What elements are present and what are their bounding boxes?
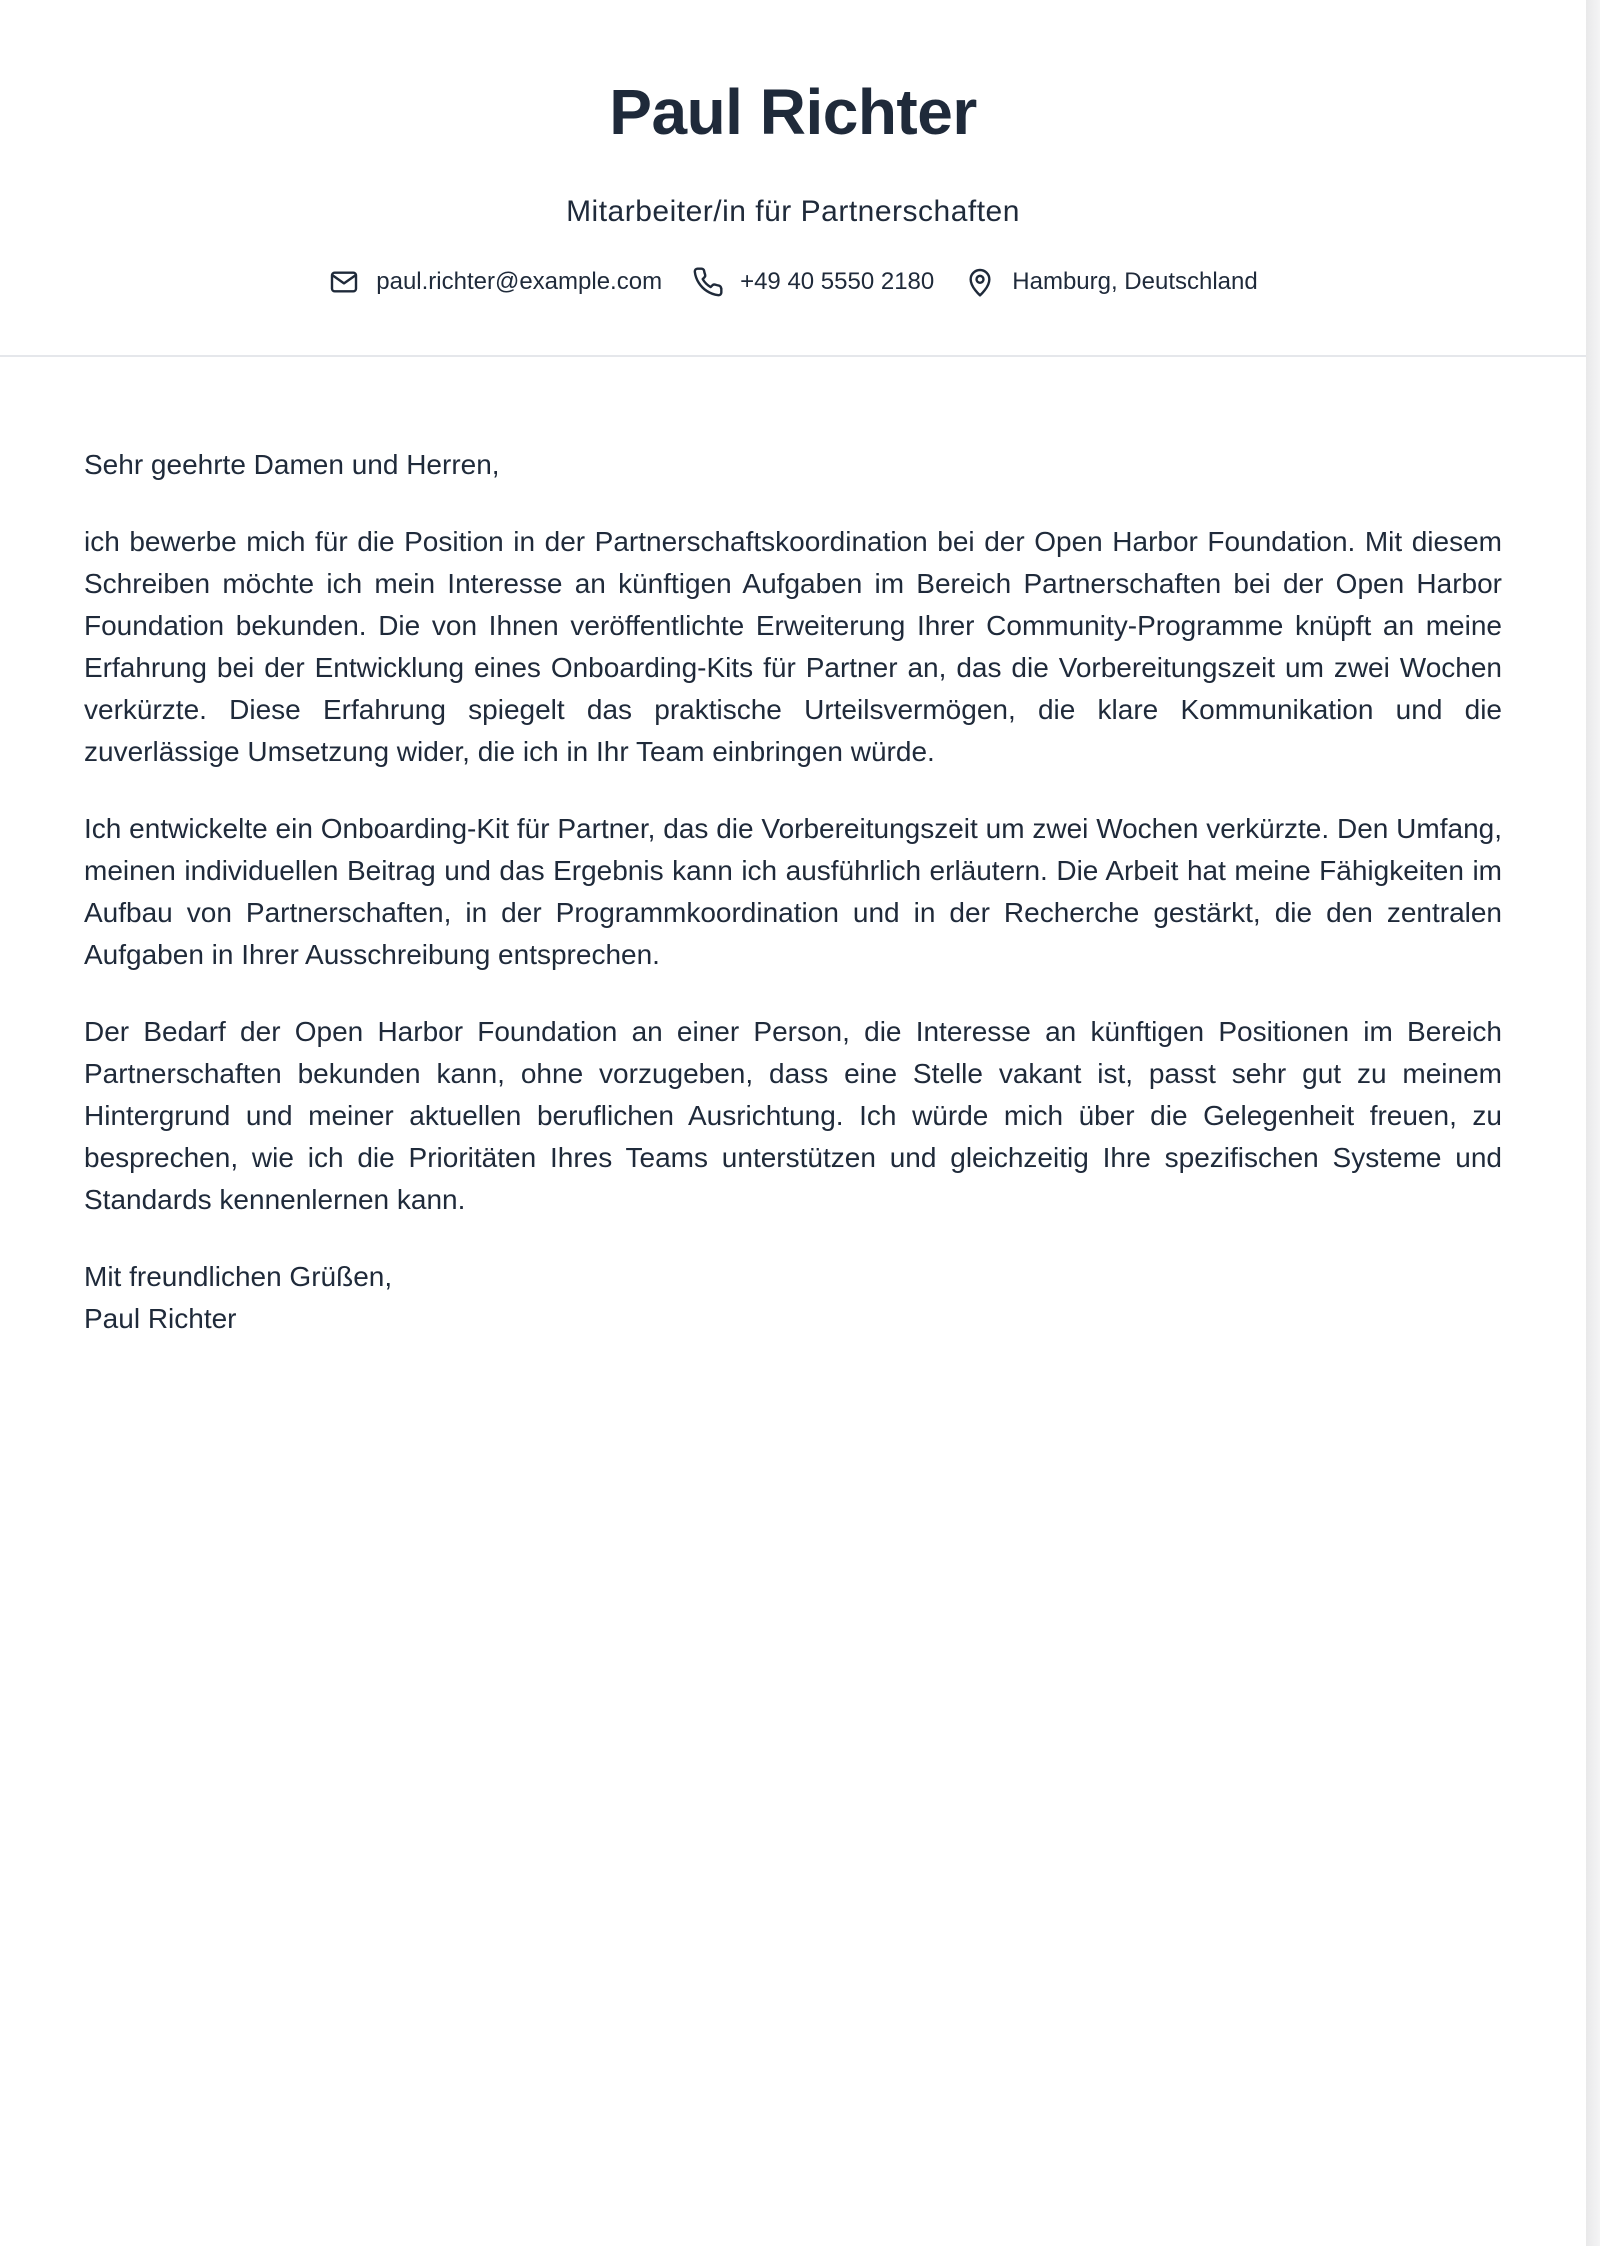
closing-line: Mit freundlichen Grüßen, <box>84 1261 393 1292</box>
paragraph-1: ich bewerbe mich für die Position in der Partnerschaftskoordination bei der Open Harbor Foundation. Mit diesem Schreiben möchte ich mein Interesse an künftigen Aufgaben im Bereich Partnerschaften bei der Open Harbor Foundation bekunden. Die von Ihnen veröffentlichte Erweiterung Ihrer Community-Programme knüpft an meine Erfahrung bei der Entwicklung eines Onboarding-Kits für Partner an, das die Vorbereitungszeit um zwei Wochen verkürzte. Diese Erfahrung spiegelt das praktische Urteilsvermögen, die klare Kommunikation und die zuverlässige Umsetzung wider, die ich in Ihr Team einbringen würde. <box>84 526 1502 767</box>
page-edge-shadow <box>1586 0 1600 2246</box>
location-text: Hamburg, Deutschland <box>1012 268 1258 295</box>
contact-location <box>964 266 1257 298</box>
paragraph-3: Der Bedarf der Open Harbor Foundation an einer Person, die Interesse an künftigen Positionen im Bereich Partnerschaften bekunden kann, ohne vorzugeben, dass eine Stelle vakant ist, passt sehr gut zu meinem Hintergrund und meiner aktuellen beruflichen Ausrichtung. Ich würde mich über die Gelegenheit freuen, zu besprechen, wie ich die Prioritäten Ihres Teams unterstützen und gleichzeitig Ihre spezifischen Systeme und Standards kennenlernen kann. <box>84 1016 1502 1215</box>
salutation: Sehr geehrte Damen und Herren, <box>84 449 500 480</box>
applicant-name: Paul Richter <box>609 76 977 148</box>
signature: Paul Richter <box>84 1303 237 1334</box>
closing-block <box>84 1256 1502 1340</box>
phone-text: +49 40 5550 2180 <box>740 268 935 295</box>
paragraph-2: Ich entwickelte ein Onboarding-Kit für Partner, das die Vorbereitungszeit um zwei Wochen verkürzte. Den Umfang, meinen individuellen Beitrag und das Ergebnis kann ich ausführlich erläutern. Die Arbeit hat meine Fähigkeiten im Aufbau von Partnerschaften, in der Programmkoordination und in der Recherche gestärkt, die den zentralen Aufgaben in Ihrer Ausschreibung entsprechen. <box>84 813 1502 970</box>
letter-body <box>84 444 1502 1340</box>
phone-icon <box>692 266 724 298</box>
applicant-role: Mitarbeiter/in für Partnerschaften <box>566 195 1020 228</box>
letter-header <box>0 0 1586 357</box>
contact-phone <box>692 266 934 298</box>
email-text: paul.richter@example.com <box>376 268 663 295</box>
contact-email <box>328 266 662 298</box>
map-pin-icon <box>964 266 996 298</box>
contact-line <box>0 260 1586 304</box>
mail-icon <box>328 266 360 298</box>
